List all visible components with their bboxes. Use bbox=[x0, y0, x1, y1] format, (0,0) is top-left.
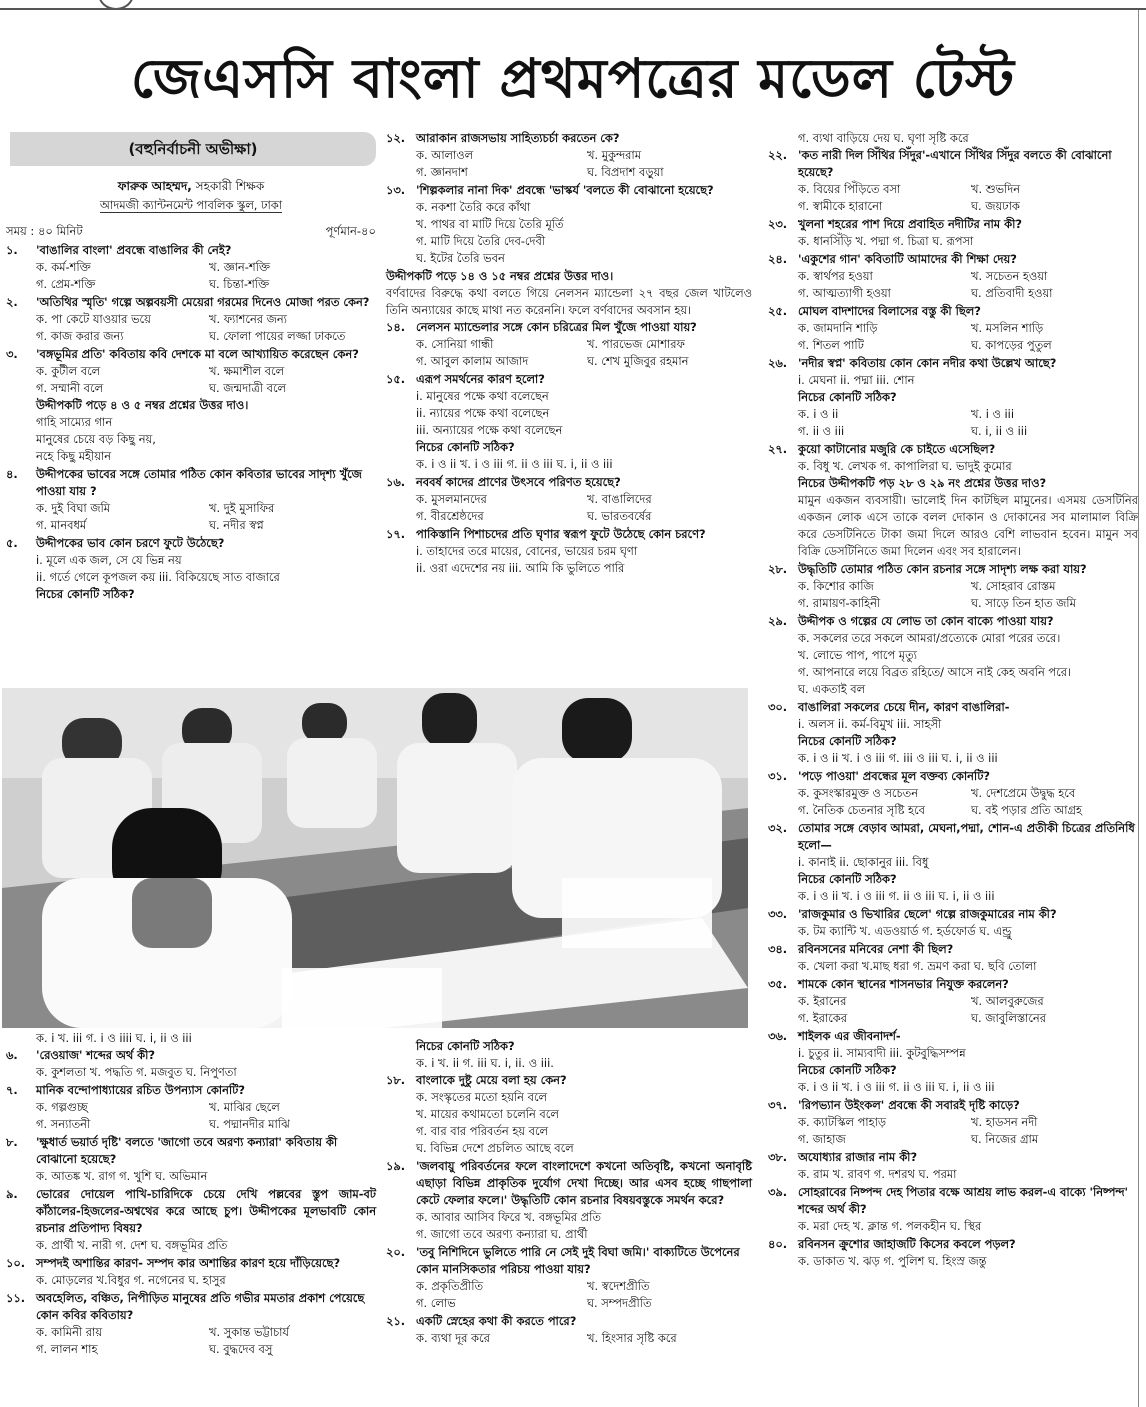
which-correct-label: নিচের কোনটি সঠিক? bbox=[416, 440, 515, 454]
option: খ. দেশপ্রেমে উদ্বুদ্ধ হবে bbox=[971, 786, 1076, 800]
question-28 bbox=[768, 561, 1138, 612]
answer-options: ক. i ও ii খ. i ও iii গ. iii ও iii ঘ. i, ii ও iii bbox=[798, 751, 998, 765]
question-number: ১৬. bbox=[386, 475, 406, 489]
option: খ. জ্ঞান-শক্তি bbox=[209, 260, 270, 274]
question-text: 'জলবায়ু পরিবর্তনের ফলে বাংলাদেশে কখনো অতিবৃষ্টি, কখনো অনাবৃষ্টি এছাড়া বিভিন্ন প্রাকৃতিক দুর্যোগ দেখা দিচ্ছে। আর এসব হচ্ছে গাছপালা কেটে ফেলার ফলে।' উদ্ধৃতিটি কোন রচনার বিষয়বস্তুকে সমর্থন করে? bbox=[416, 1159, 752, 1207]
question-4 bbox=[6, 466, 376, 534]
question-2 bbox=[6, 294, 376, 345]
question-text: ভোরের দোয়েল পাখি-চারিদিকে চেয়ে দেখি পল্লবের স্তুপ জাম-বট কাঁঠালের-হিজলের-অশ্বথের করে আছে চুপ। উদ্দীপকের মূলভাবটি কোন রচনার প্রতিপাদ্য বিষয়? bbox=[36, 1187, 376, 1235]
answer-options: ক. আতঙ্ক খ. রাগ গ. খুশি ঘ. অভিমান bbox=[36, 1169, 208, 1183]
option: গ. আত্মত্যাগী হওয়া bbox=[798, 286, 891, 300]
option: খ. i ও iii bbox=[971, 407, 1015, 421]
question-number: ৯. bbox=[6, 1187, 18, 1201]
question-number: ১৯. bbox=[386, 1159, 406, 1173]
option: ক. সকলের তরে সকলে আমরা/প্রত্যেকে মোরা পরের তরে। bbox=[798, 631, 1061, 645]
exam-hall-photo bbox=[2, 688, 748, 1028]
answer-options: ক. ডাকাত খ. ঝড় গ. পুলিশ ঘ. হিংস্র জন্তু bbox=[798, 1254, 987, 1268]
question-35 bbox=[768, 976, 1138, 1027]
question-number: ৩. bbox=[6, 347, 18, 361]
question-text: সম্পদই অশান্তির কারণ- সম্পদ কার অশান্তির কারণ হয়ে দাঁড়িয়েছে? bbox=[36, 1256, 341, 1270]
question-18 bbox=[386, 1072, 752, 1157]
option: গ. লোভ bbox=[416, 1296, 456, 1310]
question-text: উদ্দীপকের ভাব কোন চরণে ফুটে উঠেছে? bbox=[36, 536, 225, 550]
question-number: ২৪. bbox=[768, 252, 788, 266]
question-number: ২৫. bbox=[768, 304, 788, 318]
question-text: সোহরাবের নিষ্পন্দ দেহ পিতার বক্ষে আশ্রয় লাভ করল-এ বাক্যে 'নিষ্পন্দ' শব্দের অর্থ কী? bbox=[798, 1185, 1129, 1216]
column-2 bbox=[386, 130, 752, 686]
answer-options: ক. মরা দেহ খ. ক্লান্ত গ. পলকহীন ঘ. স্থির bbox=[798, 1219, 982, 1233]
question-number: ১২. bbox=[386, 131, 406, 145]
option: খ. পাথর বা মাটি দিয়ে তৈরি মূর্তি bbox=[416, 217, 564, 231]
answer-options: ক. মোড়লের খ.বিধুর গ. নগেনের ঘ. হাসুর bbox=[36, 1273, 226, 1287]
question-text: 'কত নারী দিল সিঁথির সিঁদুর'-এখানে সিঁথির সিঁদুর বলতে কী বোঝানো হয়েছে? bbox=[798, 148, 1112, 179]
question-number: ৭. bbox=[6, 1083, 18, 1097]
question-text: 'বাঙালির বাংলা' প্রবন্ধে বাঙালির কী নেই? bbox=[36, 243, 232, 257]
question-number: ৩২. bbox=[768, 821, 788, 835]
statement-line: i. কানাই ii. ছোকানুর iii. বিধু bbox=[798, 855, 929, 869]
answer-options: ক. টম ক্যান্টি খ. এডওয়ার্ড গ. হর্ডফোর্ড ঘ. এন্ড্রু bbox=[798, 924, 1012, 938]
question-text: এরূপ সমর্থনের কারণ হলো? bbox=[416, 372, 545, 386]
stimulus-line: নহে কিছু মহীয়ান bbox=[36, 449, 112, 463]
question-31 bbox=[768, 768, 1138, 819]
option: খ. ফ্যাশনের জন্য bbox=[209, 312, 287, 326]
option: ঘ. কাপড়ের পুতুল bbox=[971, 338, 1052, 352]
option: ক. সংস্কৃতের মতো হয়নি বলে bbox=[416, 1090, 548, 1104]
option: গ. কাজ করার জন্য bbox=[36, 329, 124, 343]
option: গ. শিতল পাটি bbox=[798, 338, 864, 352]
question-number: ১৭. bbox=[386, 527, 406, 541]
question-number: ৮. bbox=[6, 1135, 18, 1149]
question-number: ২৭. bbox=[768, 442, 788, 456]
answer-options: ক. i ও ii খ. i ও iii গ. ii ও iii ঘ. i, ii ও iii bbox=[798, 889, 995, 903]
question-number: ১. bbox=[6, 243, 18, 257]
question-number: ৩০. bbox=[768, 700, 788, 714]
option: ক. বিয়ের পিঁড়িতে বসা bbox=[798, 182, 901, 196]
column-2-lower bbox=[386, 1038, 752, 1407]
question-23 bbox=[768, 216, 1138, 250]
option: খ. লোভে পাপ, পাপে মৃত্যু bbox=[798, 648, 917, 662]
question-27 bbox=[768, 441, 1138, 560]
question-number: ২৯. bbox=[768, 614, 788, 628]
option: ক. ব্যথা দূর করে bbox=[416, 1331, 490, 1345]
question-30 bbox=[768, 699, 1138, 767]
question-3 bbox=[6, 346, 376, 465]
question-text: 'নদীর স্বপ্ন' কবিতায় কোন কোন নদীর কথা উল্লেখ আছে? bbox=[798, 356, 1057, 370]
stimulus-instruction: উদ্দীপকটি পড়ে ১৪ ও ১৫ নম্বর প্রশ্নের উত্তর দাও। bbox=[386, 269, 614, 283]
question-text: শামকে কোন স্থানের শাসনভার নিযুক্ত করলেন? bbox=[798, 977, 1009, 991]
which-correct-label: নিচের কোনটি সঠিক? bbox=[416, 1039, 515, 1053]
question-text: উদ্দীপক ও গল্পের যে লোভ তা কোন বাক্যে পাওয়া যায়? bbox=[798, 614, 1054, 628]
statement-line: i. তাহাদের তরে মায়ের, বোনের, ভায়ের চরম ঘৃণা bbox=[416, 544, 638, 558]
answer-options: ক. খেলা করা খ.মাছ ধরা গ. ভ্রমণ করা ঘ. ছবি তোলা bbox=[798, 959, 1037, 973]
question-10 bbox=[6, 1255, 376, 1289]
option: গ. ইরাকের bbox=[798, 1011, 848, 1025]
question-number: ৩৬. bbox=[768, 1029, 788, 1043]
question-number: ২৮. bbox=[768, 562, 788, 576]
question-text: খুলনা শহরের পাশ দিয়ে প্রবাহিত নদীটির নাম কী? bbox=[798, 217, 1022, 231]
question-number: ৪০. bbox=[768, 1237, 788, 1251]
question-12 bbox=[386, 130, 752, 181]
question-14 bbox=[386, 319, 752, 370]
question-text: একটি স্নেহের কথা কী করতে পারে? bbox=[416, 1314, 577, 1328]
question-text: 'ক্ষুধার্ত ভয়ার্ত দৃষ্টি' বলতে 'জাগো তবে অরণ্য কন্যারা' কবিতায় কী বোঝানো হয়েছে? bbox=[36, 1135, 338, 1166]
time-label: সময় : ৪০ মিনিট bbox=[6, 224, 83, 238]
option: গ. লালন শাহ bbox=[36, 1342, 98, 1356]
option: গ. জাগো তবে অরণ্য কন্যারা ঘ. প্রার্থী bbox=[416, 1227, 588, 1241]
option: ক. i ও ii bbox=[798, 407, 839, 421]
option: খ. স্বদেশপ্রীতি bbox=[587, 1279, 650, 1293]
which-correct-label: নিচের কোনটি সঠিক? bbox=[798, 734, 897, 748]
question-number: ২৬. bbox=[768, 356, 788, 370]
students-writing-exam-illustration bbox=[2, 688, 748, 1028]
answer-options: ক. রাম খ. রাবণ গ. দশরথ ঘ. পরমা bbox=[798, 1167, 957, 1181]
question-22 bbox=[768, 147, 1138, 215]
question-19 bbox=[386, 1158, 752, 1243]
question-38 bbox=[768, 1149, 1138, 1183]
answer-options: ক. কুশলতা খ. পদ্ধতি গ. মজবুত ঘ. নিপুণতা bbox=[36, 1065, 237, 1079]
school-line bbox=[6, 196, 376, 214]
question-number: ৩৪. bbox=[768, 942, 788, 956]
stimulus-instruction: উদ্দীপকটি পড়ে ৪ ও ৫ নম্বর প্রশ্নের উত্তর দাও। bbox=[36, 398, 249, 412]
question-number: ৬. bbox=[6, 1048, 18, 1062]
question-25 bbox=[768, 303, 1138, 354]
stimulus-line: মানুষের চেয়ে বড় কিছু নয়, bbox=[36, 432, 156, 446]
question-24 bbox=[768, 251, 1138, 302]
question-text: রবিনসনের মনিবের নেশা কী ছিল? bbox=[798, 942, 954, 956]
question-number: ১৪. bbox=[386, 320, 406, 334]
option: গ. জ্ঞানদাশ bbox=[416, 165, 468, 179]
option: ঘ. নিজের গ্রাম bbox=[971, 1132, 1039, 1146]
option: ক. ইরানের bbox=[798, 994, 847, 1008]
option: ঘ. জাবুলিস্তানের bbox=[971, 1011, 1046, 1025]
question-15 bbox=[386, 371, 752, 473]
which-correct-label: নিচের কোনটি সঠিক? bbox=[798, 872, 897, 886]
question-1 bbox=[6, 242, 376, 293]
option: গ. রামায়ণ-কাহিনী bbox=[798, 596, 881, 610]
question-text: বাংলাকে দুষ্টু মেয়ে বলা হয় কেন? bbox=[416, 1073, 567, 1087]
question-34 bbox=[768, 941, 1138, 975]
question-number: ৩৮. bbox=[768, 1150, 788, 1164]
statement-line: iii. অন্যায়ের পক্ষে কথা বলেছেন bbox=[416, 423, 563, 437]
question-text: তোমার সঙ্গে বেড়াব আমরা, মেঘনা,পদ্মা, শোন-এ প্রতীকী চিত্রের প্রতিনিধি হলো— bbox=[798, 821, 1135, 852]
author-role: সহকারী শিক্ষক bbox=[195, 179, 265, 193]
question-text: 'অতিথির স্মৃতি' গল্পে অল্পবয়সী মেয়েরা গরমের দিনেও মোজা পরত কেন? bbox=[36, 295, 370, 309]
author-name: ফারুক আহম্মদ, bbox=[117, 179, 192, 193]
option: খ. সচেতন হওয়া bbox=[971, 269, 1048, 283]
question-text: বাঙালিরা সকলের চেয়ে দীন, কারণ বাঙালিরা- bbox=[798, 700, 1010, 714]
question-text: পাকিস্তানি পিশাচদের প্রতি ঘৃণার স্বরূপ ফুটে উঠেছে কোন চরণে? bbox=[416, 527, 706, 541]
question-number: ৪. bbox=[6, 467, 18, 481]
option: ঘ. বই পড়ার প্রতি আগ্রহ bbox=[971, 803, 1082, 817]
option: ক. গল্পগুচ্ছ bbox=[36, 1100, 88, 1114]
top-rule bbox=[0, 8, 1146, 10]
question-number: ৩১. bbox=[768, 769, 788, 783]
option: ঘ. বিপ্রদাশ বড়ুয়া bbox=[587, 165, 664, 179]
answer-options: ক. ধানসিঁড়ি খ. পদ্মা গ. চিত্রা ঘ. রূপসা bbox=[798, 234, 974, 248]
option: ক. কুসংস্কারমুক্ত ও সচেতন bbox=[798, 786, 918, 800]
question-text: অবহেলিত, বঞ্চিত, নিপীড়িত মানুষের প্রতি গভীর মমতার প্রকাশ পেয়েছে কোন কবির কবিতায়? bbox=[36, 1291, 365, 1322]
option: খ. দুই মুসাফির bbox=[209, 501, 275, 515]
stimulus-line: গাহি সাম্যের গান bbox=[36, 415, 113, 429]
option: ঘ. প্রতিবাদী হওয়া bbox=[971, 286, 1053, 300]
question-text: আরাকান রাজসভায় সাহিত্যচর্চা করতেন কে? bbox=[416, 131, 620, 145]
option: ক. কিশোর কাজি bbox=[798, 579, 874, 593]
question-number: ৩৯. bbox=[768, 1185, 788, 1199]
answer-options: ক. i ও ii খ. i ও iii গ. ii ও iii ঘ. i, ii ও iii bbox=[798, 1080, 995, 1094]
question-text: উদ্ধৃতিটি তোমার পঠিত কোন রচনার সঙ্গে সাদৃশ্য লক্ষ করা যায়? bbox=[798, 562, 1087, 576]
section-heading: (বহুনির্বাচনী অভীক্ষা) bbox=[10, 132, 376, 166]
option: ক. কুটীল বলে bbox=[36, 364, 101, 378]
option: খ. বাঙালিদের bbox=[587, 492, 652, 506]
statement-line: ii. ওরা এদেশের নয় iii. আমি কি ভুলিতে পারি bbox=[416, 561, 625, 575]
question-text: 'তবু নিশিদিনে ভুলিতে পারি নে সেই দুই বিঘা জমি।' বাক্যটিতে উপেনের কোন মানসিকতার পরিচয় পাওয়া যায়? bbox=[416, 1245, 740, 1276]
option: খ. মাঝির ছেলে bbox=[209, 1100, 280, 1114]
question-text: 'রেওয়াজ' শব্দের অর্থ কী? bbox=[36, 1048, 156, 1062]
statement-line: i. অলস ii. কর্ম-বিমুখ iii. সাহসী bbox=[798, 717, 942, 731]
question-number: ৫. bbox=[6, 536, 18, 550]
question-6 bbox=[6, 1047, 376, 1081]
question-5 bbox=[6, 535, 376, 603]
option: খ. মায়ের কথামতো চলেনি বলে bbox=[416, 1107, 559, 1121]
question-17 bbox=[386, 526, 752, 577]
statement-line: i. মেঘনা ii. পদ্মা iii. শোন bbox=[798, 373, 915, 387]
option: ক. মুসলমানদের bbox=[416, 492, 487, 506]
statement-line: i. চুতুর ii. সাম্যবাদী iii. কুটবুদ্ধিসম্পন্ন bbox=[798, 1046, 966, 1060]
option: ঘ. সাড়ে তিন হাত জমি bbox=[971, 596, 1076, 610]
statement-line: i. মানুষের পক্ষে কথা বলেছেন bbox=[416, 389, 549, 403]
question-number: ১০. bbox=[6, 1256, 26, 1270]
option: গ. বীরশ্রেষ্ঠদের bbox=[416, 509, 484, 523]
option: ক. স্বার্থপর হওয়া bbox=[798, 269, 873, 283]
question-text: 'রিপভ্যান উইংকল' প্রবন্ধে কী সবারই দৃষ্টি কাড়ে? bbox=[798, 1098, 1020, 1112]
answer-options: গ. ব্যথা বাড়িয়ে দেয় ঘ. ঘৃণা সৃষ্টি করে bbox=[798, 131, 969, 145]
page-title: জেএসসি বাংলা প্রথমপত্রের মডেল টেস্ট bbox=[130, 46, 1016, 110]
author-line bbox=[6, 176, 376, 196]
question-37 bbox=[768, 1097, 1138, 1148]
question-text: 'রাজকুমার ও ভিখারির ছেলে' গল্পে রাজকুমারের নাম কী? bbox=[798, 907, 1057, 921]
stimulus-instruction: নিচের উদ্দীপকটি পড় ২৮ ও ২৯ নং প্রশ্নের উত্তর দাও? bbox=[798, 476, 1047, 490]
question-number: ২১. bbox=[386, 1314, 406, 1328]
option: ক. কর্ম-শক্তি bbox=[36, 260, 91, 274]
which-correct-label: নিচের কোনটি সঠিক? bbox=[36, 587, 135, 601]
option: গ. মাটি দিয়ে তৈরি দেব-দেবী bbox=[416, 234, 546, 248]
option: ক. দুই বিঘা জমি bbox=[36, 501, 111, 515]
question-text: অযোধ্যার রাজার নাম কী? bbox=[798, 1150, 918, 1164]
question-number: ১১. bbox=[6, 1291, 26, 1305]
option: খ. পারভেজ মোশারফ bbox=[587, 337, 685, 351]
option: ক. ক্যাটস্কিল পাহাড় bbox=[798, 1115, 887, 1129]
option: গ. আপনারে লয়ে বিব্রত রহিতে/ আসে নাই কেহ অবনি পরে। bbox=[798, 665, 1072, 679]
question-text: কুয়ো কাটানোর মজুরি কে চাইতে এসেছিল? bbox=[798, 442, 996, 456]
option: ঘ. বুদ্ধদেব বসু bbox=[209, 1342, 273, 1356]
question-text: 'একুশের গান' কবিতাটি আমাদের কী শিক্ষা দেয়? bbox=[798, 252, 1017, 266]
option: খ. সুকান্ত ভট্টাচার্য bbox=[209, 1325, 289, 1339]
option: ক. আলাওল bbox=[416, 148, 474, 162]
question-text: 'শিল্পকলার নানা দিক' প্রবন্ধে 'ভাস্কর্য 'বলতে কী বোঝানো হয়েছে? bbox=[416, 183, 714, 197]
question-39 bbox=[768, 1184, 1138, 1235]
option: গ. আবুল কালাম আজাদ bbox=[416, 354, 529, 368]
question-number: ৩৭. bbox=[768, 1098, 788, 1112]
option: ক. নকশা তৈরি করে কাঁথা bbox=[416, 200, 531, 214]
question-text: নববর্ষ কাদের প্রাণের উৎসবে পরিণত হয়েছে? bbox=[416, 475, 621, 489]
option: গ. জাহাজ bbox=[798, 1132, 846, 1146]
question-text: শাইলক এর জীবনাদর্শ- bbox=[798, 1029, 901, 1043]
option: ক. পা কেটে যাওয়ার ভয়ে bbox=[36, 312, 151, 326]
answer-options: ক. প্রার্থী খ. নারী গ. দেশ ঘ. বঙ্গভূমির প্রতি bbox=[36, 1238, 228, 1252]
question-13 bbox=[386, 182, 752, 267]
question-text: মোঘল বাদশাদের বিলাসের বস্তু কী ছিল? bbox=[798, 304, 981, 318]
question-text: নেলসন ম্যান্ডেলার সঙ্গে কোন চরিত্রের মিল খুঁজে পাওয়া যায়? bbox=[416, 320, 697, 334]
question-text: 'পড়ে পাওয়া' প্রবন্ধের মূল বক্তব্য কোনটি? bbox=[798, 769, 991, 783]
question-number: ২০. bbox=[386, 1245, 406, 1259]
question-number: ৩৫. bbox=[768, 977, 788, 991]
option: ঘ. সম্পদপ্রীতি bbox=[587, 1296, 652, 1310]
school-name: আদমজী ক্যান্টনমেন্ট পাবলিক স্কুল, ঢাকা bbox=[99, 198, 283, 212]
question-20 bbox=[386, 1244, 752, 1312]
question-text: 'বঙ্গভূমির প্রতি' কবিতায় কবি দেশকে মা বলে আখ্যায়িত করেছেন কেন? bbox=[36, 347, 359, 361]
question-7 bbox=[6, 1082, 376, 1133]
option: ঘ. i, ii ও iii bbox=[971, 424, 1028, 438]
column-1 bbox=[6, 128, 376, 686]
question-text: মানিক বন্দোপাধ্যায়ের রচিত উপন্যাস কোনটি? bbox=[36, 1083, 245, 1097]
option: ক. প্রকৃতিপ্রীতি bbox=[416, 1279, 484, 1293]
option: খ. মুকুন্দরাম bbox=[587, 148, 642, 162]
option: ঘ. ইটের তৈরি ভবন bbox=[416, 251, 505, 265]
option: গ. প্রেম-শক্তি bbox=[36, 277, 96, 291]
option: গ. নৈতিক চেতনার সৃষ্টি হবে bbox=[798, 803, 925, 817]
question-21 bbox=[386, 1313, 752, 1347]
which-correct-label: নিচের কোনটি সঠিক? bbox=[798, 1063, 897, 1077]
option: ঘ. জয়ঢাক bbox=[971, 199, 1020, 213]
question-36 bbox=[768, 1028, 1138, 1096]
option: ক. সোনিয়া গান্ধী bbox=[416, 337, 494, 351]
option: ক. কামিনী রায় bbox=[36, 1325, 103, 1339]
statement-line: ii. গর্তে গেলে কূপজল কয় iii. বিকিয়েছে সাত বাজারে bbox=[36, 570, 280, 584]
option: ঘ. ফোলা পায়ের লজ্জা ঢাকতে bbox=[209, 329, 346, 343]
question-number: ১৫. bbox=[386, 372, 406, 386]
option: গ. বার বার পরিবর্তন হয় বলে bbox=[416, 1124, 549, 1138]
question-text: উদ্দীপকের ভাবের সঙ্গে তোমার পঠিত কোন কবিতার ভাবের সাদৃশ্য খুঁজে পাওয়া যায় ? bbox=[36, 467, 362, 498]
option: ঘ. একতাই বল bbox=[798, 682, 866, 696]
option: খ. ক্ষমাশীল বলে bbox=[209, 364, 285, 378]
column-1-lower bbox=[6, 1030, 376, 1407]
option: খ. মসলিন শাড়ি bbox=[971, 321, 1044, 335]
which-correct-label: নিচের কোনটি সঠিক? bbox=[798, 390, 897, 404]
option: ঘ. জন্মদাত্রী বলে bbox=[209, 381, 287, 395]
statement-line: ii. ন্যায়ের পক্ষে কথা বলেছেন bbox=[416, 406, 550, 420]
question-33 bbox=[768, 906, 1138, 940]
right-rule bbox=[1138, 10, 1139, 1407]
option: ঘ. পদ্মানদীর মাঝি bbox=[209, 1117, 290, 1131]
question-text: রবিনসন ক্রুশোর জাহাজটি কিসের কবলে পড়ল? bbox=[798, 1237, 1016, 1251]
option: খ. হিংসার সৃষ্টি করে bbox=[587, 1331, 677, 1345]
full-marks-label: পূর্ণমান-৪০ bbox=[325, 224, 376, 238]
question-number: ৩৩. bbox=[768, 907, 788, 921]
column-3 bbox=[768, 130, 1138, 1407]
question-number: ১৮. bbox=[386, 1073, 406, 1087]
option: ঘ. বিভিন্ন দেশে প্রচলিত আছে বলে bbox=[416, 1141, 574, 1155]
option: গ. স্বামীকে হারানো bbox=[798, 199, 883, 213]
answer-options: ক. i খ. iii গ. i ও iiii ঘ. i, ii ও iii bbox=[36, 1031, 192, 1045]
option: খ. শুভদিন bbox=[971, 182, 1021, 196]
option: খ. সোহরাব রোস্তম bbox=[971, 579, 1056, 593]
question-40 bbox=[768, 1236, 1138, 1270]
answer-options: ক. i খ. ii গ. iii ঘ. i, ii. ও iii. bbox=[416, 1056, 554, 1070]
option: খ. আলবুরুজের bbox=[971, 994, 1044, 1008]
question-32 bbox=[768, 820, 1138, 905]
option: গ. মানবধর্ম bbox=[36, 518, 87, 532]
option: গ. সন্যাতনী bbox=[36, 1117, 91, 1131]
time-marks-row bbox=[6, 222, 376, 240]
answer-options: ক. বিধু খ. লেখক গ. কাপালিরা ঘ. ভাদুই কুমোর bbox=[798, 459, 1012, 473]
question-29 bbox=[768, 613, 1138, 698]
question-26 bbox=[768, 355, 1138, 440]
statement-line: i. মূলে এক জল, সে যে ভিন্ন নয় bbox=[36, 553, 182, 567]
option: ঘ. শেখ মুজিবুর রহমান bbox=[587, 354, 689, 368]
stimulus-text: মামুন একজন ব্যবসায়ী। ভালোই দিন কাটছিল মামুনের। এসময় ডেসটিনির একজন লোক এসে তাকে বলল দোকান ও দোকানের সব মালামাল বিক্রি করে ডেসটিনিতে টাকা জমা দিলে আরও বেশি লাভবান হবেন। মামুন সব বিক্রি ডেসটিনিতে জমা দিলেন এবং সব হারালেন। bbox=[798, 493, 1138, 558]
option: গ. সম্মানী বলে bbox=[36, 381, 104, 395]
question-8 bbox=[6, 1134, 376, 1185]
question-number: ২২. bbox=[768, 148, 788, 162]
option: ঘ. ভারতবর্ষের bbox=[587, 509, 652, 523]
question-number: ২৩. bbox=[768, 217, 788, 231]
option: ঘ. চিন্তা-শক্তি bbox=[209, 277, 270, 291]
question-16 bbox=[386, 474, 752, 525]
option: খ. হাডসন নদী bbox=[971, 1115, 1038, 1129]
option: ক. আবার আসিব ফিরে খ. বঙ্গভূমির প্রতি bbox=[416, 1210, 601, 1224]
stimulus-text: বর্ণবাদের বিরুদ্ধে কথা বলতে গিয়ে নেলসন ম্যান্ডেলা ২৭ বছর জেল খাটলেও তিনি অন্যায়ের কাছে মাথা নত করেননি। ফলে বর্ণবাদের অবসান হয়। bbox=[386, 286, 752, 317]
question-9 bbox=[6, 1186, 376, 1254]
question-11 bbox=[6, 1290, 376, 1358]
option: ঘ. নদীর স্বপ্ন bbox=[209, 518, 264, 532]
option: ক. জামদানি শাড়ি bbox=[798, 321, 878, 335]
question-number: ১৩. bbox=[386, 183, 406, 197]
option: গ. ii ও iii bbox=[798, 424, 845, 438]
answer-options: ক. i ও ii খ. i ও iii গ. ii ও iii ঘ. i, ii ও iii bbox=[416, 457, 613, 471]
question-number: ২. bbox=[6, 295, 18, 309]
